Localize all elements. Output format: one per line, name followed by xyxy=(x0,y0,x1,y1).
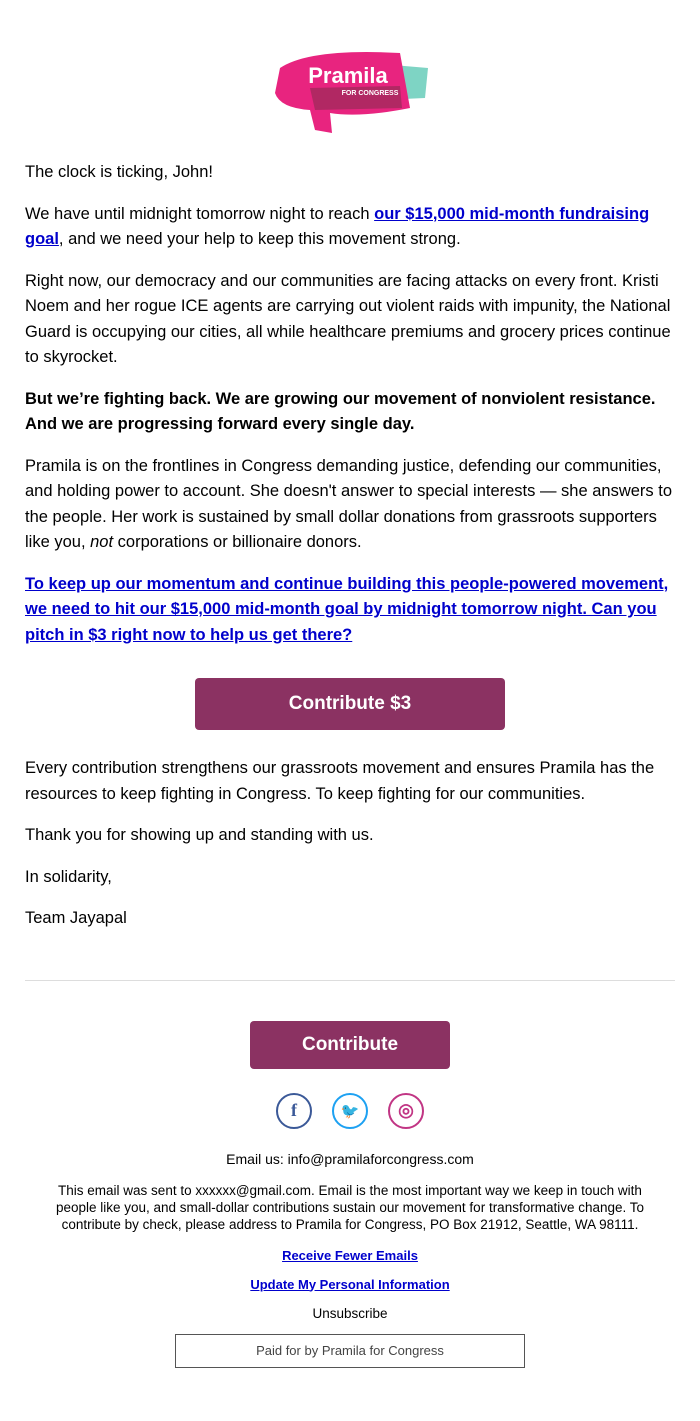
contribute-3-button[interactable]: Contribute $3 xyxy=(195,678,505,730)
text: We have until midnight tomorrow night to reach xyxy=(25,204,375,223)
text: Pramila is on the frontlines in Congress demanding justice, defending our communities, and holding power to account. She doesn't answer to special interests — she answers to the people. Her work is sustained by small dollar donations from grassroots supporters like you, xyxy=(25,456,673,551)
paragraph-contribution: Every contribution strengthens our grassroots movement and ensures Pramila has the resources to keep fighting in Congress. To keep fighting for our communities. xyxy=(25,759,655,803)
instagram-icon[interactable]: ◎ xyxy=(388,1093,424,1129)
facebook-icon[interactable]: f xyxy=(276,1093,312,1129)
social-links xyxy=(0,1093,700,1129)
update-info-link[interactable]: Update My Personal Information xyxy=(250,1276,450,1292)
text: corporations or billionaire donors. xyxy=(113,533,362,551)
twitter-icon[interactable]: 🐦 xyxy=(332,1093,368,1129)
signoff: In solidarity, xyxy=(25,867,112,886)
goal-link[interactable]: our $15,000 mid-month fundraising goal xyxy=(25,204,650,248)
paid-for-disclaimer: Paid for by Pramila for Congress xyxy=(175,1334,525,1368)
signature: Team Jayapal xyxy=(25,909,127,927)
contact-email: Email us: info@pramilaforcongress.com xyxy=(226,1150,474,1167)
footer xyxy=(0,1151,700,1322)
text-emphasis: not xyxy=(90,533,114,551)
paragraph-thanks: Thank you for showing up and standing with us. xyxy=(25,826,374,844)
divider xyxy=(25,980,675,981)
paragraph-frontlines xyxy=(25,454,675,556)
ask-link[interactable]: To keep up our momentum and continue building this people-powered movement, we need to hit our $15,000 mid-month goal by midnight tomorrow night. Can you pitch in $3 right now to help us get there? xyxy=(25,574,669,644)
svg-text:FOR CONGRESS: FOR CONGRESS xyxy=(341,90,399,97)
pramila-logo xyxy=(270,38,430,138)
paragraph-fighting-back: But we’re fighting back. We are growing our movement of nonviolent resistance. And we are progressing forward every single day. xyxy=(25,389,656,433)
text: , and we need your help to keep this movement strong. xyxy=(58,230,461,248)
contribute-button[interactable]: Contribute xyxy=(250,1021,450,1069)
paragraph-attacks: Right now, our democracy and our communities are facing attacks on every front. Kristi Noem and her rogue ICE agents are carrying out violent raids with impunity, the National Guard is occupying our cities, all while healthcare premiums and grocery prices continue to skyrocket. xyxy=(25,271,671,366)
unsubscribe-link[interactable]: Unsubscribe xyxy=(312,1305,388,1321)
paragraph-ask xyxy=(25,572,675,649)
svg-text:Pramila: Pramila xyxy=(308,63,388,88)
greeting: The clock is ticking, John! xyxy=(25,163,213,181)
footer-notice: This email was sent to xxxxxx@gmail.com. Email is the most important way we keep in touch with people like you, and small-dollar contributions sustain our movement for transformative change. To contribute by check, please address to Pramila for Congress, PO Box 21912, Seattle, WA 98111. xyxy=(55,1182,645,1232)
receive-fewer-emails-link[interactable]: Receive Fewer Emails xyxy=(282,1247,418,1263)
paragraph-goal xyxy=(25,202,675,253)
email-body xyxy=(0,160,700,932)
